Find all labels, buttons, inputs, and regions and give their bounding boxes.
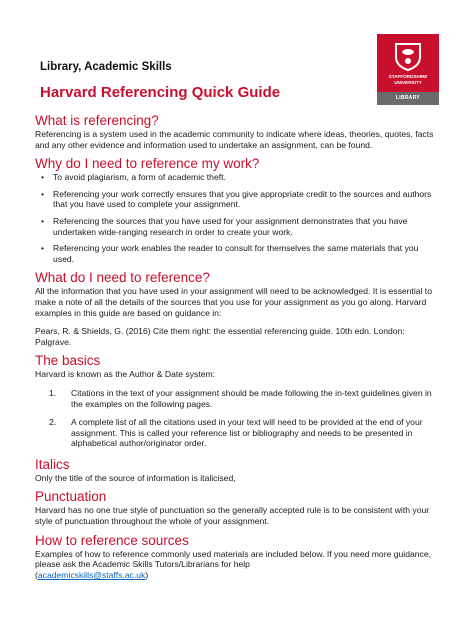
crest-icon	[392, 41, 424, 76]
heading-how-to-reference: How to reference sources	[35, 532, 189, 548]
heading-punctuation: Punctuation	[35, 489, 107, 505]
list-item: • Referencing the sources that you have used for your assignment demonstrates that you have undertaken wide-ranging research in order to create your work.	[41, 215, 408, 237]
logo-footer: LIBRARY	[377, 92, 439, 105]
university-logo	[377, 34, 439, 100]
basics-numbered-list	[35, 388, 440, 449]
paragraph-what-to-reference: All the information that you have used in your assignment will need to be acknowledged. It is essential to make a note of all the details of the sources that you use for your assignment as you go along. Harvard examples in this guide are based on guidance in:	[35, 286, 432, 318]
paragraph-italics: Only the title of the source of information is italicised,	[35, 472, 236, 483]
email-link[interactable]: academicskills@staffs.ac.uk	[37, 569, 146, 580]
paragraph-punctuation: Harvard has no one true style of punctuation so the generally accepted rule is to be consistent with your style of punctuation throughout the whole of your assignment.	[35, 505, 430, 527]
why-bullet-list	[35, 172, 440, 264]
list-item: • To avoid plagiarism, a form of academic theft.	[41, 172, 226, 183]
document-body	[35, 112, 440, 580]
list-item: 2. A complete list of all the citations used in your text will need to be provided at the end of your assignment. This is called your reference list or bibliography and needs to be presented in alphabetical author/originator order.	[49, 417, 423, 449]
paragraph-the-basics: Harvard is known as the Author & Date system:	[35, 369, 216, 380]
heading-why-reference: Why do I need to reference my work?	[35, 156, 260, 172]
heading-the-basics: The basics	[35, 353, 101, 369]
heading-what-to-reference: What do I need to reference?	[35, 270, 210, 286]
logo-line-2: UNIVERSITY	[394, 79, 422, 85]
document-title: Harvard Referencing Quick Guide	[40, 84, 281, 101]
list-item: • Referencing your work correctly ensures that you give appropriate credit to the sources and authors that you have used to complete your assignment.	[41, 188, 432, 210]
citation-example: Pears, R. & Shields, G. (2016) Cite them right: the essential referencing guide. 10th edn. London: Palgrave.	[35, 326, 405, 347]
list-item: 1. Citations in the text of your assignment should be made following the in-text guidelines given in the examples on the following pages.	[49, 387, 432, 409]
list-item: • Referencing your work enables the reader to consult for themselves the same materials that you used.	[41, 243, 419, 264]
logo-line-1: STAFFORDSHIRE	[388, 74, 428, 79]
document-kicker: Library, Academic Skills	[40, 61, 172, 73]
paragraph-what-is-referencing: Referencing is a system used in the academic community to indicate where ideas, theories, quotes, facts and any other evidence and information used to undertake an assignment, can be found.	[35, 129, 434, 150]
logo-wordmark	[377, 74, 439, 85]
heading-italics: Italics	[35, 456, 70, 472]
paragraph-how-to-reference: Examples of how to reference commonly used materials are included below. If you need more guidance, please ask the Academic Skills Tutors/Librarians for help (academicskills@staffs.ac.uk)	[35, 548, 432, 580]
heading-what-is-referencing: What is referencing?	[35, 113, 159, 128]
